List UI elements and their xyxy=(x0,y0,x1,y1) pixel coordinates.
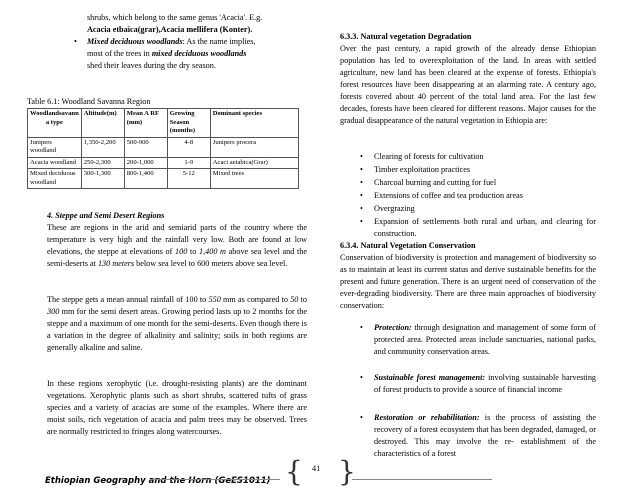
bullet-dot-icon: • xyxy=(360,413,363,422)
table-cell: 250-2,300 xyxy=(81,157,124,169)
list-item xyxy=(360,151,596,163)
table-header: Altitude(m) xyxy=(81,109,124,138)
list-item xyxy=(360,177,596,189)
list-item-text: Timber exploitation practices xyxy=(374,165,471,174)
footer-divider-right xyxy=(352,479,492,480)
table-header: Mean A RF (mm) xyxy=(124,109,167,138)
footer-divider-left xyxy=(150,479,280,480)
table-row xyxy=(28,169,299,189)
bullet-label: Mixed deciduous woodlands xyxy=(87,37,183,46)
approach-label: Protection: xyxy=(374,323,412,332)
table-cell: 4-8 xyxy=(167,137,210,157)
table-caption: Table 6.1: Woodland Savanna Region xyxy=(27,97,151,106)
table-cell: Junipers woodland xyxy=(28,137,82,157)
text-run: mm as compared to xyxy=(220,295,291,304)
table-cell: Acacia woodland xyxy=(28,157,82,169)
approach-label: Restoration or rehabilitation: xyxy=(374,413,480,422)
intro-line: shrubs, which belong to the same genus 'Acacia'. E.g. xyxy=(87,13,263,22)
list-item xyxy=(360,372,596,396)
bullet-text-1: : As the name implies, xyxy=(182,37,256,46)
bullet-dot-icon: • xyxy=(360,373,363,382)
table-cell: 800-1,400 xyxy=(124,169,167,189)
steppe-paragraph-2 xyxy=(47,294,307,354)
text-run: above sea level and the semi-deserts at xyxy=(47,247,307,268)
bullet-dot-icon: • xyxy=(360,165,363,174)
list-item-text xyxy=(374,412,596,460)
text-run: These are regions in the arid and semiarid parts of the country where the temperature is very high and the rainfall very low. Both are found at low elevations, the steppe at elevations of xyxy=(47,223,307,256)
list-item xyxy=(360,412,596,460)
woodland-table xyxy=(27,108,299,189)
degradation-paragraph: Over the past century, a rapid growth of the already dense Ethiopian population has led to overexploitation of the land. In areas with settled agriculture, new land has been cleared at the expense of forests. Ethiopia's forest resources have been disappearing at an alarming rate. A century ago, forests covered about 40 percent of the total land area. For the last few decades, forests have been cleared for different reasons. Major causes for the gradual disappearance of the natural vegetation in Ethiopia are: xyxy=(340,44,596,125)
text-run: The steppe gets a mean annual rainfall of 100 to xyxy=(47,295,209,304)
heading-degradation: 6.3.3. Natural vegetation Degradation xyxy=(340,32,472,41)
bullet-dot-icon: • xyxy=(360,178,363,187)
bullet-dot-icon: • xyxy=(360,217,363,226)
table-row xyxy=(28,157,299,169)
approach-label: Sustainable forest management: xyxy=(374,373,486,382)
list-item-text: Expansion of settlements both rural and urban, and clearing for construction. xyxy=(374,217,596,238)
bullet-dot-icon: • xyxy=(360,323,363,332)
table-cell: Mixed trees xyxy=(210,169,298,189)
bullet-dot-icon: • xyxy=(74,37,77,46)
list-item-text xyxy=(374,322,596,358)
intro-species: Acacia etbaica(grar),Acacia mellifera (Konter). xyxy=(87,25,253,34)
table-cell: Acaci aetabica(Grar) xyxy=(210,157,298,169)
table-cell: 5-12 xyxy=(167,169,210,189)
text-run: to xyxy=(187,247,199,256)
table-cell: 300-1,300 xyxy=(81,169,124,189)
table-cell: Junipers procera xyxy=(210,137,298,157)
text-run: to xyxy=(298,295,307,304)
text-run: 300 xyxy=(47,307,60,316)
table-header-row xyxy=(28,109,299,138)
text-run: 50 xyxy=(290,295,299,304)
list-item-text: Charcoal burning and cutting for fuel xyxy=(374,178,497,187)
text-run: 550 xyxy=(208,295,221,304)
table-cell: 1-9 xyxy=(167,157,210,169)
table-row xyxy=(28,137,299,157)
steppe-paragraph-3: In these regions xerophytic (i.e. drought-resisting plants) are the dominant vegetations. Xerophytic plants such as short shrubs, scattered tufts of grass species and a variety of acacias are some of the examples. Where there are moist soils, rich vegetation of acacia and palm trees may be observed. Trees are normally restricted to fringes along watercourses. xyxy=(47,379,307,436)
list-item xyxy=(360,322,596,358)
steppe-heading: 4. Steppe and Semi Desert Regions xyxy=(47,211,165,220)
table-cell: 500-900 xyxy=(124,137,167,157)
table-header: Dominant species xyxy=(210,109,298,138)
approach-text: involving sustainable harvesting of forest products to provide a source of financial income xyxy=(374,373,597,394)
approach-text: is the process of assisting the recovery of a forest ecosystem that has been degraded, damaged, or destroyed. This may involve the re- establishment of the characteristics of a forest xyxy=(374,413,597,458)
approach-text: through designation and management of some form of protected area. Protected areas include sanctuaries, national parks, and community conservation areas. xyxy=(374,323,596,356)
heading-conservation: 6.3.4. Natural Vegetation Conservation xyxy=(340,241,476,250)
bullet-dot-icon: • xyxy=(360,152,363,161)
text-run: 100 xyxy=(175,247,188,256)
bullet-dot-icon: • xyxy=(360,191,363,200)
list-item xyxy=(360,190,596,202)
table-cell: Mixed deciduous woodland xyxy=(28,169,82,189)
list-item xyxy=(360,203,596,215)
list-item-text: Overgrazing xyxy=(374,204,415,213)
bullet-text-3: shed their leaves during the dry season. xyxy=(87,61,216,70)
text-run: 1,400 m xyxy=(198,247,226,256)
table-header: Woodlandsavann a type xyxy=(28,109,82,138)
left-brace-ornament: { xyxy=(285,455,303,488)
text-run: mm for the semi desert areas. Growing period lasts up to 2 months for the steppe and a maximum of one month for the semi-deserts. Even though there is a variation in the degree of alkalinity and salinity; soils in both regions are generally alkaline and saline. xyxy=(47,307,307,352)
conservation-paragraph: Conservation of biodiversity is protection and management of biodiversity so as to maintain at least its current status and derive sustainable benefits for the present and future generation. There is an urgent need of conservation of the ever-degrading biodiversity. There are three main approaches of biodiversity conservation: xyxy=(340,253,596,310)
text-run: 130 meters xyxy=(97,259,135,268)
list-item xyxy=(360,216,596,240)
bullet-text-2: most of the trees in xyxy=(87,49,152,58)
right-brace-ornament: } xyxy=(338,455,356,488)
footer-title: Ethiopian Geography and the Horn (GeES1011) xyxy=(45,476,271,486)
page-number: 41 xyxy=(312,464,321,473)
bullet-text-2-em: mixed deciduous woodlands xyxy=(151,49,247,58)
list-item-text xyxy=(374,372,596,396)
table-header: Growing Season (months) xyxy=(167,109,210,138)
list-item-text: Clearing of forests for cultivation xyxy=(374,152,484,161)
text-run: below sea level to 600 meters above sea level. xyxy=(134,259,288,268)
steppe-paragraph-1 xyxy=(47,222,307,270)
list-item xyxy=(360,164,596,176)
list-item-text: Extensions of coffee and tea production areas xyxy=(374,191,523,200)
table-cell: 1,350-2,200 xyxy=(81,137,124,157)
table-cell: 200-1,000 xyxy=(124,157,167,169)
bullet-dot-icon: • xyxy=(360,204,363,213)
